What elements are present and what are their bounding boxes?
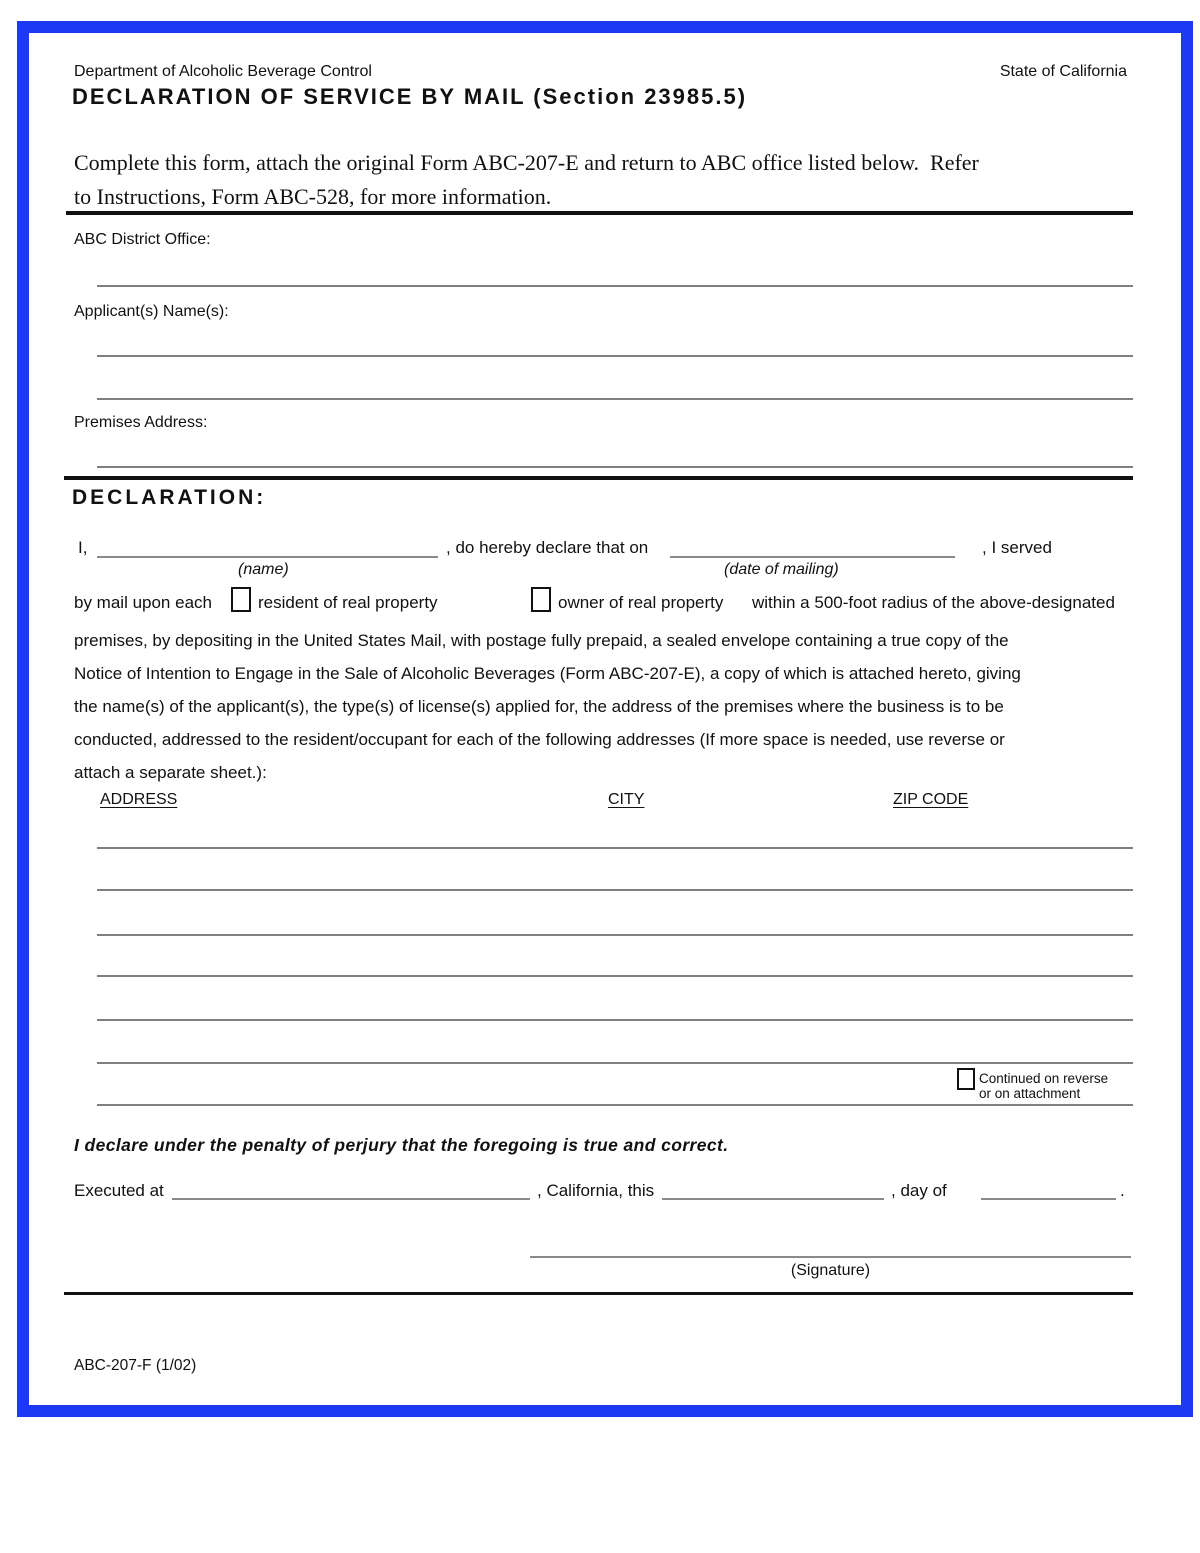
instructions-paragraph: Complete this form, attach the original Form ABC-207-E and return to ABC office listed below. Refer to Instructions, Form ABC-528, for more information. (74, 150, 979, 209)
state-name: State of California (999, 63, 1127, 80)
continued-on-reverse-checkbox[interactable] (957, 1068, 975, 1090)
address-table-row-line[interactable] (97, 975, 1133, 977)
address-table-row-line[interactable] (97, 934, 1133, 936)
owner-of-real-property-checkbox[interactable] (531, 587, 551, 612)
executed-city-input-line[interactable] (172, 1198, 530, 1200)
executed-at-label: Executed at (74, 1181, 164, 1200)
signature-caption: (Signature) (790, 1262, 871, 1279)
executed-day-input-line[interactable] (662, 1198, 884, 1200)
declaration-body-paragraph (74, 624, 1144, 789)
address-table-row-line[interactable] (97, 1104, 1133, 1106)
premises-address-input-line[interactable] (97, 466, 1133, 468)
form-title: DECLARATION OF SERVICE BY MAIL (Section 23985.5) (72, 84, 748, 109)
declaration-section-divider (64, 476, 1133, 480)
address-table-row-line[interactable] (97, 1019, 1133, 1021)
district-office-label: ABC District Office: (74, 231, 211, 248)
address-table-row-line[interactable] (97, 889, 1133, 891)
declaration-body-line: Notice of Intention to Engage in the Sale of Alcoholic Beverages (Form ABC-207-E), a copy of which is attached hereto, giving (74, 664, 1021, 683)
header-divider (66, 211, 1133, 215)
declaration-body-line: conducted, addressed to the resident/occupant for each of the following addresses (If more space is needed, use reverse or (74, 730, 1005, 749)
declarant-sentence-suffix: , I served (982, 538, 1052, 557)
signature-input-line[interactable] (530, 1256, 1131, 1258)
city-column-header: CITY (608, 791, 645, 808)
premises-address-label: Premises Address: (74, 414, 208, 431)
declaration-heading: DECLARATION: (72, 486, 267, 509)
continued-label-line-2: or on attachment (979, 1086, 1081, 1101)
zip-code-column-header: ZIP CODE (893, 791, 969, 808)
sentence-period: . (1120, 1181, 1125, 1200)
address-column-header: ADDRESS (100, 791, 178, 808)
radius-label: within a 500-foot radius of the above-designated (752, 593, 1115, 612)
resident-of-real-property-checkbox[interactable] (231, 587, 251, 612)
date-of-mailing-caption: (date of mailing) (724, 561, 839, 578)
owner-of-real-property-label: owner of real property (558, 593, 724, 612)
executed-month-input-line[interactable] (981, 1198, 1116, 1200)
california-this-label: , California, this (537, 1181, 655, 1200)
address-table-row-line[interactable] (97, 847, 1133, 849)
form-number: ABC-207-F (1/02) (74, 1357, 197, 1374)
continued-label-line-1: Continued on reverse (979, 1071, 1109, 1086)
resident-of-real-property-label: resident of real property (258, 593, 438, 612)
department-name: Department of Alcoholic Beverage Control (74, 63, 372, 80)
declaration-body-line: premises, by depositing in the United States Mail, with postage fully prepaid, a sealed envelope containing a true copy of the (74, 631, 1009, 650)
declaration-body-line: attach a separate sheet.): (74, 763, 267, 782)
footer-divider (64, 1292, 1133, 1295)
continued-on-reverse-label (979, 1071, 1129, 1101)
applicants-name-label: Applicant(s) Name(s): (74, 303, 229, 320)
declarant-sentence-middle: , do hereby declare that on (446, 538, 649, 557)
by-mail-label: by mail upon each (74, 593, 212, 612)
mailing-date-input-line[interactable] (670, 556, 955, 558)
applicants-name-input-line-2[interactable] (97, 398, 1133, 400)
address-table-row-line[interactable] (97, 1062, 1133, 1064)
name-caption: (name) (238, 561, 289, 578)
applicants-name-input-line-1[interactable] (97, 355, 1133, 357)
declarant-sentence-prefix: I, (78, 538, 88, 557)
perjury-statement: I declare under the penalty of perjury that the foregoing is true and correct. (74, 1135, 729, 1155)
day-of-label: , day of (891, 1181, 947, 1200)
district-office-input-line[interactable] (97, 285, 1133, 287)
declarant-name-input-line[interactable] (97, 556, 438, 558)
declaration-body-line: the name(s) of the applicant(s), the type(s) of license(s) applied for, the address of the premises where the business is to be (74, 697, 1004, 716)
